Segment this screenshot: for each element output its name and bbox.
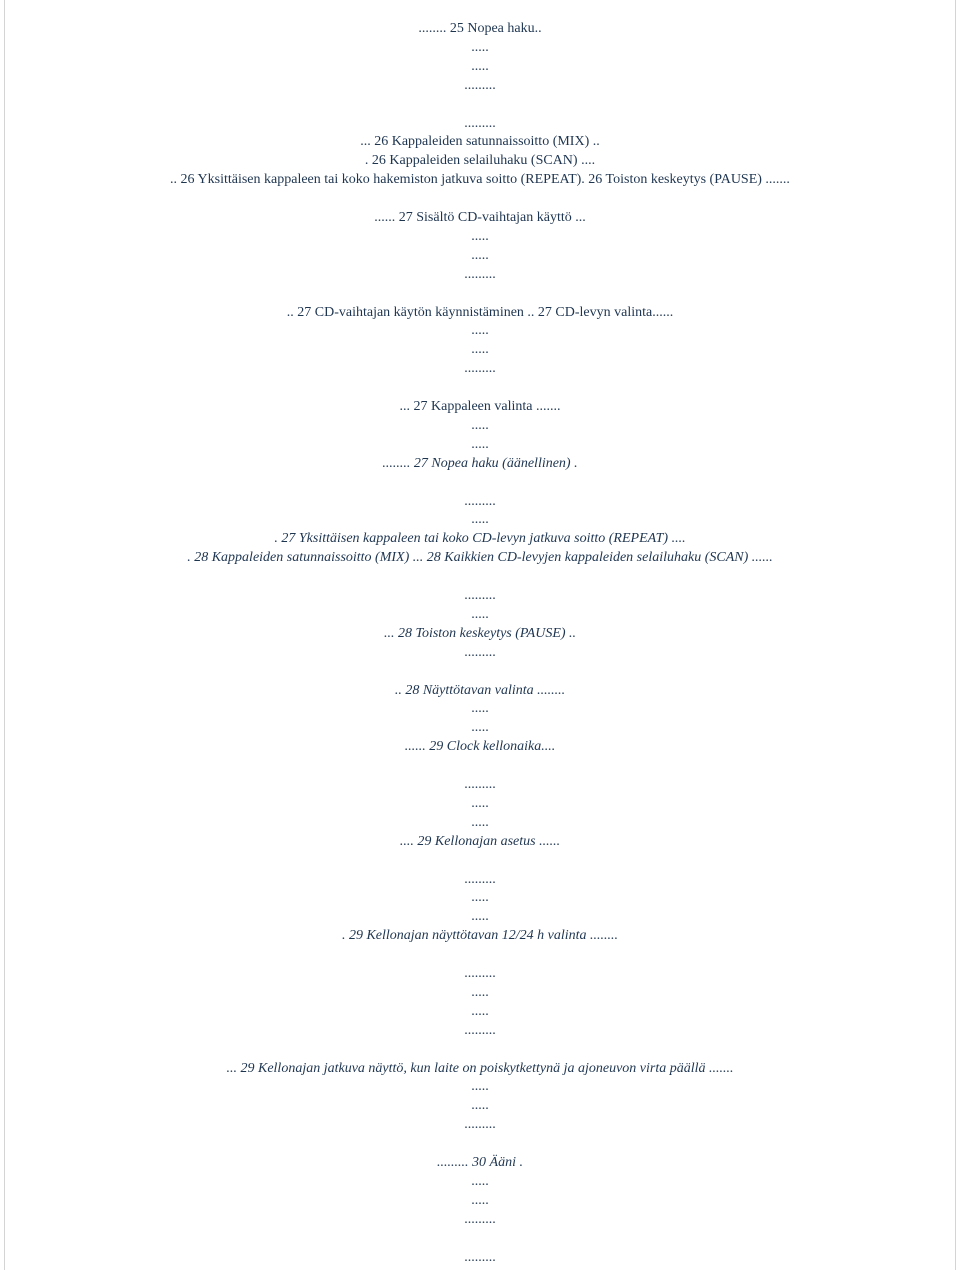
toc-entry: . 26 Kappaleiden selailuhaku (SCAN) .... [364, 153, 596, 169]
toc-leader-line: ..... [471, 795, 489, 811]
toc-leader-line: ......... [464, 1117, 496, 1133]
toc-entry: .. 28 Näyttötavan valinta ........ [394, 682, 566, 698]
toc-leader-line: ..... [471, 323, 489, 339]
toc-leader-line: ..... [471, 1003, 489, 1019]
toc-leader-line: ..... [471, 247, 489, 263]
toc-entry: . 27 Yksittäisen kappaleen tai koko CD-levyn jatkuva soitto (REPEAT) .... [274, 531, 686, 547]
toc-leader-line: ......... [464, 77, 496, 93]
toc-leader-line: ..... [471, 417, 489, 433]
toc-leader-line: ......... [464, 361, 496, 377]
toc-leader-line: ..... [471, 1098, 489, 1114]
toc-leader-line: ......... [464, 777, 496, 792]
toc-leader-line: ......... [464, 644, 496, 660]
toc-entry: ........ 25 Nopea haku.. [418, 21, 542, 36]
toc-leader-line: ..... [471, 984, 489, 1000]
toc-leader-line: ..... [471, 1192, 489, 1208]
toc-leader-line: ..... [471, 814, 489, 830]
toc-leader-line: ..... [471, 39, 489, 55]
toc-leader-line: ......... [464, 871, 496, 887]
toc-leader-line: ......... [464, 1022, 496, 1038]
toc-entry: .... 29 Kellonajan asetus ...... [399, 833, 561, 849]
toc-leader-line: ......... [464, 266, 496, 282]
toc-leader-line: ..... [471, 701, 489, 717]
toc-entry: ...... 27 Sisältö CD-vaihtajan käyttö ... [374, 210, 586, 225]
toc-leader-line: ..... [471, 58, 489, 74]
toc-leader-line: ......... [464, 1211, 496, 1227]
toc-entry: ...... 29 Clock kellonaika.... [404, 739, 556, 755]
toc-leader-line: ......... [464, 493, 496, 509]
toc-leader-line: ..... [471, 436, 489, 452]
toc-leader-line: ..... [471, 512, 489, 528]
toc-entry: ........ 27 Nopea haku (äänellinen) . [382, 455, 578, 471]
toc-entry: ... 29 Kellonajan jatkuva näyttö, kun laite on poiskytkettynä ja ajoneuvon virta päällä ....... [226, 1060, 734, 1076]
toc-leader-line: ..... [471, 1173, 489, 1189]
toc-entry: . 29 Kellonajan näyttötavan 12/24 h valinta ........ [341, 928, 619, 944]
toc-leader-line: ..... [471, 1079, 489, 1095]
toc-leader-line: ..... [471, 890, 489, 906]
toc-entry: .. 27 CD-vaihtajan käytön käynnistäminen .. 27 CD-levyn valinta...... [286, 304, 674, 320]
toc-leader-line: ..... [471, 909, 489, 925]
toc-entry: . 28 Kappaleiden satunnaissoitto (MIX) ... 28 Kaikkien CD-levyjen kappaleiden selailuhaku (SCAN) ...... [187, 550, 773, 566]
toc-entry: .. 26 Yksittäisen kappaleen tai koko hakemiston jatkuva soitto (REPEAT). 26 Toiston keskeytys (PAUSE) ....... [170, 172, 790, 188]
toc-leader-line: ..... [471, 342, 489, 358]
toc-leader-line: ......... [464, 115, 496, 131]
toc-leader-line: ......... [464, 588, 496, 603]
toc-entry: ... 26 Kappaleiden satunnaissoitto (MIX) .. [360, 134, 600, 150]
toc-leader-line: ......... [464, 1249, 496, 1265]
toc-entry: ... 27 Kappaleen valinta ....... [399, 399, 561, 414]
toc-leader-line: ..... [471, 720, 489, 736]
toc-entry: ... 28 Toiston keskeytys (PAUSE) .. [383, 625, 577, 641]
toc-leader-line: ..... [471, 228, 489, 244]
toc-entry: ......... 30 Ääni . [437, 1155, 523, 1170]
toc-leader-line: ......... [464, 966, 496, 981]
toc-leader-line: ..... [471, 606, 489, 622]
